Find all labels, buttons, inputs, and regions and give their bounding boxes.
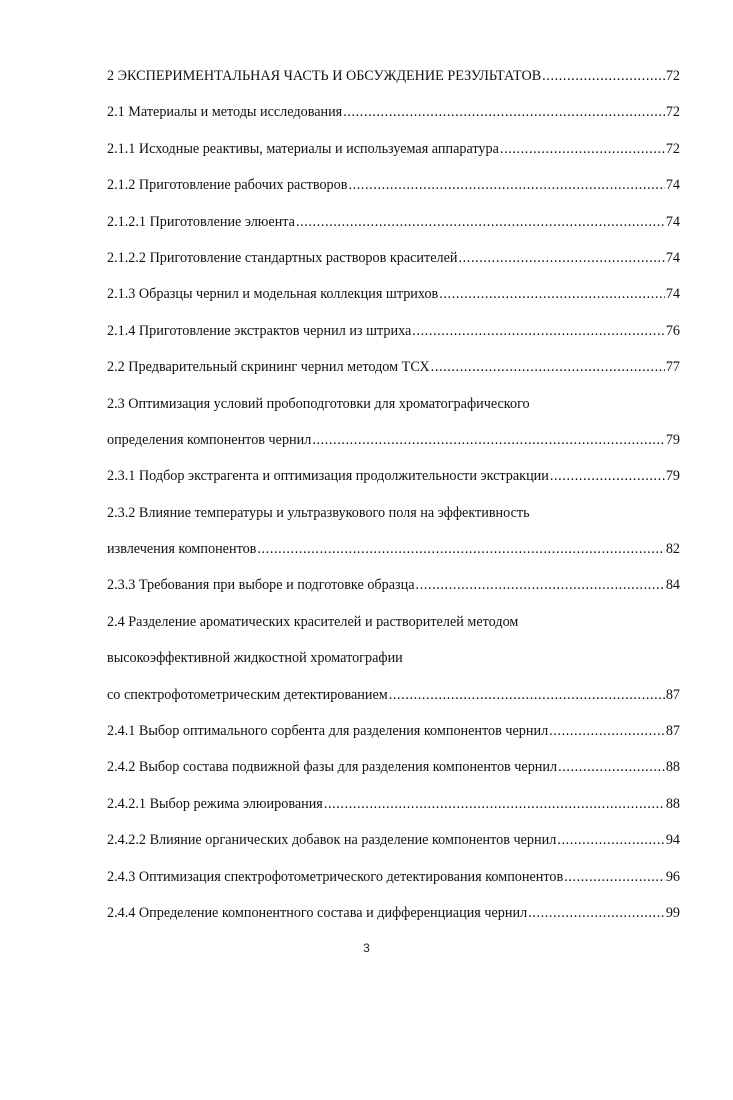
toc-entry: [107, 539, 680, 575]
toc-entry: [107, 212, 680, 248]
toc-entry-title: со спектрофотометрическим детектированием: [107, 686, 388, 703]
toc-leader: [389, 685, 665, 705]
toc-entry: [107, 903, 680, 939]
toc-leader: [439, 284, 665, 304]
toc-entry: [107, 757, 680, 793]
toc-entry: [107, 721, 680, 757]
toc-leader: [296, 212, 665, 232]
toc-entry-title: 2.3.1 Подбор экстрагента и оптимизация продолжительности экстракции: [107, 468, 549, 485]
toc-entry: [107, 830, 680, 866]
toc-entry-title: 2.2 Предварительный скрининг чернил методом ТСХ: [107, 359, 430, 376]
toc-entry: [107, 430, 680, 466]
toc-leader: [500, 139, 665, 159]
toc-entry: [107, 102, 680, 138]
toc-leader: [324, 794, 665, 814]
toc-entry: [107, 575, 680, 611]
toc-entry-page: 72: [665, 140, 680, 157]
toc-entry-page: 88: [665, 795, 680, 812]
toc-leader: [550, 466, 665, 486]
toc-leader: [542, 66, 665, 86]
toc-entry-page: 74: [665, 177, 680, 194]
toc-entry-title: 2.3.3 Требования при выборе и подготовке образца: [107, 577, 415, 594]
toc-leader: [549, 721, 665, 741]
toc-entry: [107, 66, 680, 102]
toc-entry-title: 2 ЭКСПЕРИМЕНТАЛЬНАЯ ЧАСТЬ И ОБСУЖДЕНИЕ РЕЗУЛЬТАТОВ: [107, 68, 542, 84]
toc-entry: [107, 357, 680, 393]
toc-entry: [107, 867, 680, 903]
toc-leader: [412, 321, 665, 341]
toc-entry-title: 2.4.4 Определение компонентного состава и дифференциация чернил: [107, 904, 528, 921]
toc-entry-title: 2.4.2.2 Влияние органических добавок на разделение компонентов чернил: [107, 832, 557, 849]
toc-entry-title: 2.4.1 Выбор оптимального сорбента для разделения компонентов чернил: [107, 723, 549, 740]
toc-entry: [107, 685, 680, 721]
toc-leader: [431, 357, 665, 377]
toc-entry-title: 2.4.3 Оптимизация спектрофотометрического детектирования компонентов: [107, 868, 564, 885]
toc-entry: [107, 175, 680, 211]
toc-leader: [257, 539, 664, 559]
toc-entry-title: 2.1.3 Образцы чернил и модельная коллекция штрихов: [107, 286, 439, 303]
toc-entry-title: 2.4.2 Выбор состава подвижной фазы для разделения компонентов чернил: [107, 759, 558, 776]
toc-entry-page: 72: [665, 68, 680, 84]
toc-entry-page: 84: [665, 577, 680, 594]
toc-entry-title: 2.1.2.2 Приготовление стандартных растворов красителей: [107, 249, 458, 266]
toc-entry-page: 79: [665, 431, 680, 448]
toc-entry-title: 2.4 Разделение ароматических красителей и растворителей методом: [107, 613, 519, 630]
toc-entry: [107, 284, 680, 320]
toc-entry-title: определения компонентов чернил: [107, 431, 312, 448]
toc-entry-page: 99: [665, 904, 680, 921]
toc-leader: [312, 430, 664, 450]
toc-entry-title: 2.1 Материалы и методы исследования: [107, 104, 343, 121]
toc-entry: [107, 466, 680, 502]
toc-entry-title: высокоэффективной жидкостной хроматографии: [107, 650, 403, 667]
toc-entry-page: 87: [665, 723, 680, 740]
table-of-contents: [107, 66, 680, 939]
toc-entry: [107, 139, 680, 175]
toc-leader: [528, 903, 665, 923]
toc-entry-title: 2.1.4 Приготовление экстрактов чернил из штриха: [107, 322, 412, 339]
toc-entry-page: 74: [665, 286, 680, 303]
toc-leader: [558, 757, 665, 777]
toc-leader: [459, 248, 665, 268]
page-number: 3: [363, 941, 370, 955]
toc-entry-page: 79: [665, 468, 680, 485]
toc-entry-title: 2.3 Оптимизация условий пробоподготовки для хроматографического: [107, 395, 530, 412]
toc-entry-title: 2.1.2.1 Приготовление элюента: [107, 213, 295, 230]
toc-entry-page: 94: [665, 832, 680, 849]
toc-entry: [107, 648, 680, 684]
toc-entry-page: 77: [665, 359, 680, 376]
toc-leader: [348, 175, 664, 195]
toc-entry-title: 2.4.2.1 Выбор режима элюирования: [107, 795, 323, 812]
toc-entry: [107, 612, 680, 648]
toc-leader: [343, 102, 665, 122]
toc-entry: [107, 248, 680, 284]
toc-entry-page: 96: [665, 868, 680, 885]
toc-entry-page: 82: [665, 541, 680, 558]
toc-entry-page: 76: [665, 322, 680, 339]
toc-entry-title: 2.1.1 Исходные реактивы, материалы и используемая аппаратура: [107, 140, 499, 157]
toc-entry-title: 2.1.2 Приготовление рабочих растворов: [107, 177, 348, 194]
toc-leader: [564, 867, 665, 887]
toc-entry: [107, 503, 680, 539]
toc-leader: [557, 830, 665, 850]
toc-leader: [416, 575, 665, 595]
toc-entry-page: 74: [665, 249, 680, 266]
toc-entry-title: 2.3.2 Влияние температуры и ультразвукового поля на эффективность: [107, 504, 530, 521]
toc-entry-page: 87: [665, 686, 680, 703]
toc-entry-page: 74: [665, 213, 680, 230]
toc-entry: [107, 321, 680, 357]
toc-entry-title: извлечения компонентов: [107, 541, 257, 558]
toc-entry: [107, 794, 680, 830]
toc-entry-page: 72: [665, 104, 680, 121]
toc-entry-page: 88: [665, 759, 680, 776]
toc-entry: [107, 394, 680, 430]
